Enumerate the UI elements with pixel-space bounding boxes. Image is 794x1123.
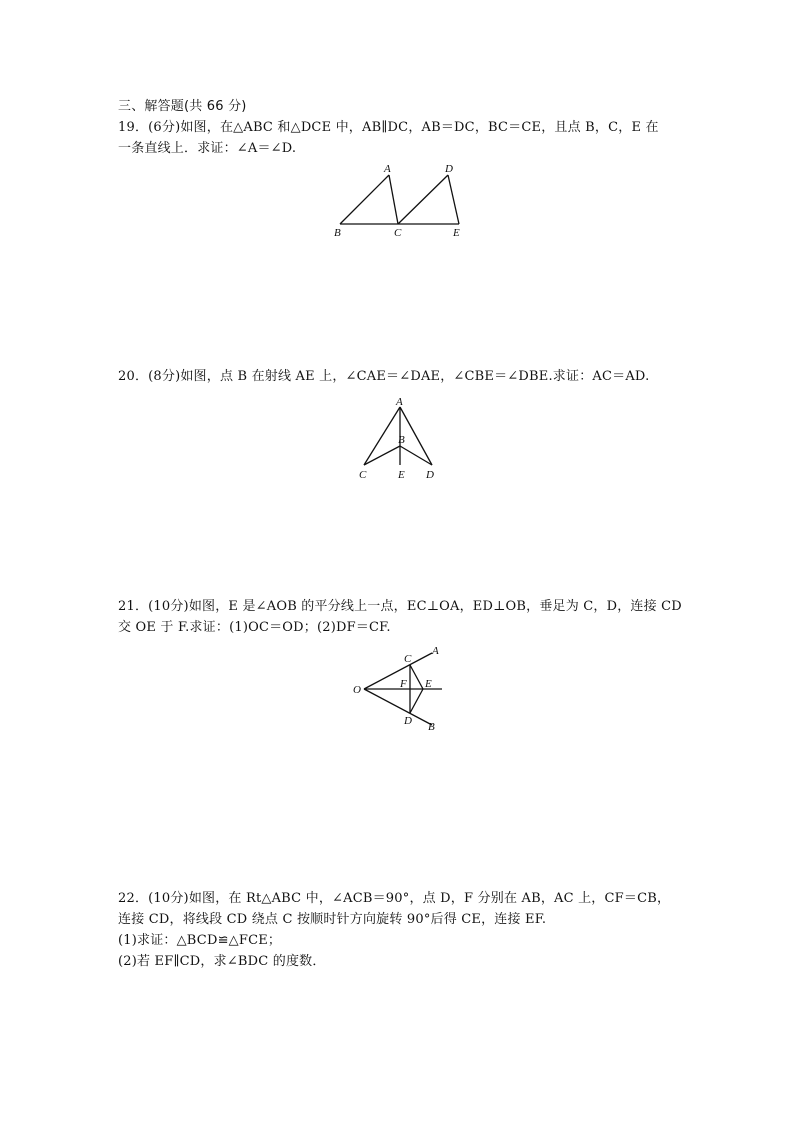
q20-text-line-1: 20．(8分)如图，点 B 在射线 AE 上，∠CAE＝∠DAE，∠CBE＝∠DBE.求证：AC＝AD. <box>118 369 650 384</box>
q21-label-d: D <box>404 715 412 727</box>
segment-de <box>410 689 423 713</box>
q21-label-e: E <box>425 678 432 690</box>
q22-text-line-1: 22．(10分)如图，在 Rt△ABC 中，∠ACB＝90°，点 D，F 分别在 AB，AC 上，CF＝CB， <box>118 891 671 906</box>
q21-text-line-1: 21．(10分)如图，E 是∠AOB 的平分线上一点，EC⊥OA，ED⊥OB，垂足为 C，D，连接 CD <box>118 599 682 614</box>
q22-part-1: (1)求证：△BCD≌△FCE； <box>118 933 282 948</box>
ray-ob <box>364 689 432 725</box>
segment-ba <box>340 175 389 224</box>
segment-de <box>448 175 459 224</box>
q20-figure <box>350 395 450 485</box>
q19-text-line-2: 一条直线上．求证：∠A＝∠D. <box>118 141 297 156</box>
q20-label-c: C <box>359 469 367 481</box>
q21-label-b: B <box>428 721 435 733</box>
section-heading: 三、解答题(共 66 分) <box>118 99 247 114</box>
q19-label-a: A <box>384 163 391 175</box>
q22-part-2: (2)若 EF∥CD，求∠BDC 的度数． <box>118 954 326 969</box>
q21-figure <box>350 643 450 733</box>
q19-label-e: E <box>453 227 460 239</box>
q21-label-f: F <box>400 678 407 690</box>
q21-label-a: A <box>432 645 439 657</box>
q19-figure <box>320 158 480 243</box>
q19-label-c: C <box>394 227 402 239</box>
q20-label-b: B <box>398 434 405 446</box>
segment-ce <box>410 665 423 689</box>
q20-label-e: E <box>398 469 405 481</box>
q19-label-d: D <box>445 163 453 175</box>
q21-text-line-2: 交 OE 于 F.求证：(1)OC＝OD；(2)DF＝CF. <box>118 620 391 635</box>
q22-text-line-2: 连接 CD，将线段 CD 绕点 C 按顺时针方向旋转 90°后得 CE，连接 EF. <box>118 912 547 927</box>
ray-oa <box>364 653 432 689</box>
segment-cd <box>398 175 448 224</box>
q20-label-d: D <box>426 469 434 481</box>
segment-ad <box>400 407 432 465</box>
q20-label-a: A <box>396 396 403 408</box>
q21-label-c: C <box>404 653 412 665</box>
segment-ac <box>389 175 398 224</box>
segment-ac <box>364 407 400 465</box>
q21-label-o: O <box>353 684 361 696</box>
q19-label-b: B <box>334 227 341 239</box>
q19-text-line-1: 19．(6分)如图，在△ABC 和△DCE 中，AB∥DC，AB＝DC，BC＝CE，且点 B，C，E 在 <box>118 120 659 135</box>
